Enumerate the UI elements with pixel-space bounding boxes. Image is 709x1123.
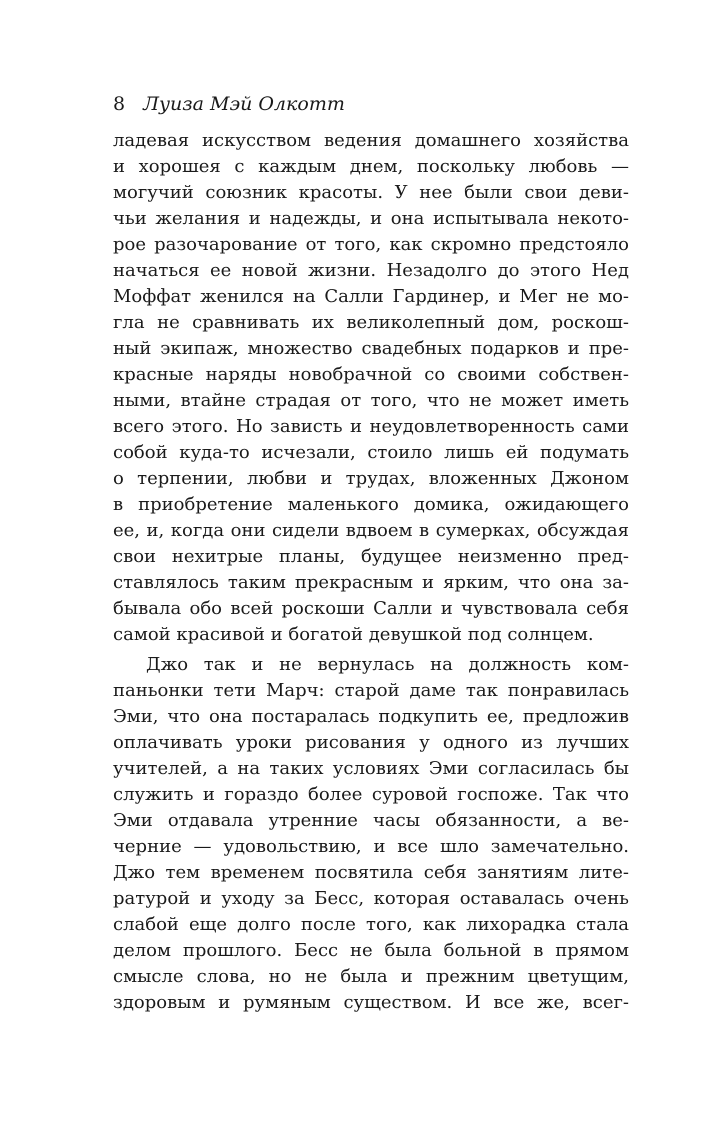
text-line: ладевая искусством ведения домашнего хозяйства bbox=[113, 130, 629, 151]
text-line: Джо тем временем посвятила себя занятиям лите- bbox=[113, 862, 629, 883]
text-line: собой куда-то исчезали, стоило лишь ей подумать bbox=[113, 442, 629, 463]
text-line: учителей, а на таких условиях Эми согласилась бы bbox=[113, 758, 629, 779]
text-line: начаться ее новой жизни. Незадолго до этого Нед bbox=[113, 260, 629, 281]
text-line: чьи желания и надежды, и она испытывала некото- bbox=[113, 208, 629, 229]
text-line: оплачивать уроки рисования у одного из лучших bbox=[113, 732, 629, 753]
text-line: гла не сравнивать их великолепный дом, роскош- bbox=[113, 312, 629, 333]
text-line: Джо так и не вернулась на должность ком- bbox=[146, 654, 629, 675]
text-line: бывала обо всей роскоши Салли и чувствовала себя bbox=[113, 598, 629, 619]
text-line: и хорошея с каждым днем, поскольку любовь — bbox=[113, 156, 629, 177]
text-line: здоровым и румяным существом. И все же, всег- bbox=[113, 992, 629, 1013]
text-line: черние — удовольствию, и все шло замечательно. bbox=[113, 836, 629, 857]
text-line: слабой еще долго после того, как лихорадка стала bbox=[113, 914, 629, 935]
text-line: о терпении, любви и трудах, вложенных Джоном bbox=[113, 468, 629, 489]
text-line: паньонки тети Марч: старой даме так понравилась bbox=[113, 680, 629, 701]
text-line: ставлялось таким прекрасным и ярким, что она за- bbox=[113, 572, 629, 593]
text-line: всего этого. Но зависть и неудовлетворенность сами bbox=[113, 416, 629, 437]
text-line: в приобретение маленького домика, ожидающего bbox=[113, 494, 629, 515]
text-line: смысле слова, но не была и прежним цветущим, bbox=[113, 966, 629, 987]
text-line: ратурой и уходу за Бесс, которая оставалась очень bbox=[113, 888, 629, 909]
text-line: ее, и, когда они сидели вдвоем в сумерках, обсуждая bbox=[113, 520, 629, 541]
page-number: 8 bbox=[113, 93, 126, 115]
paragraph bbox=[113, 128, 629, 648]
text-line: красные наряды новобрачной со своими собствен- bbox=[113, 364, 629, 385]
body-text bbox=[113, 128, 629, 1016]
text-line: делом прошлого. Бесс не была больной в прямом bbox=[113, 940, 629, 961]
text-line: ными, втайне страдая от того, что не может иметь bbox=[113, 390, 629, 411]
text-line: Моффат женился на Салли Гардинер, и Мег не мо- bbox=[113, 286, 629, 307]
text-line: ный экипаж, множество свадебных подарков и пре- bbox=[113, 338, 629, 359]
text-line: могучий союзник красоты. У нее были свои деви- bbox=[113, 182, 629, 203]
text-line: Эми, что она постаралась подкупить ее, предложив bbox=[113, 706, 629, 727]
text-line: Эми отдавала утренние часы обязанности, а ве- bbox=[113, 810, 629, 831]
text-line: рое разочарование от того, как скромно предстояло bbox=[113, 234, 629, 255]
paragraph bbox=[113, 652, 629, 1016]
text-line: свои нехитрые планы, будущее неизменно пред- bbox=[113, 546, 629, 567]
text-line: служить и гораздо более суровой госпоже. Так что bbox=[113, 784, 629, 805]
author-name: Луиза Мэй Олкотт bbox=[143, 93, 345, 115]
text-line: самой красивой и богатой девушкой под солнцем. bbox=[113, 624, 594, 645]
running-head bbox=[113, 91, 345, 117]
